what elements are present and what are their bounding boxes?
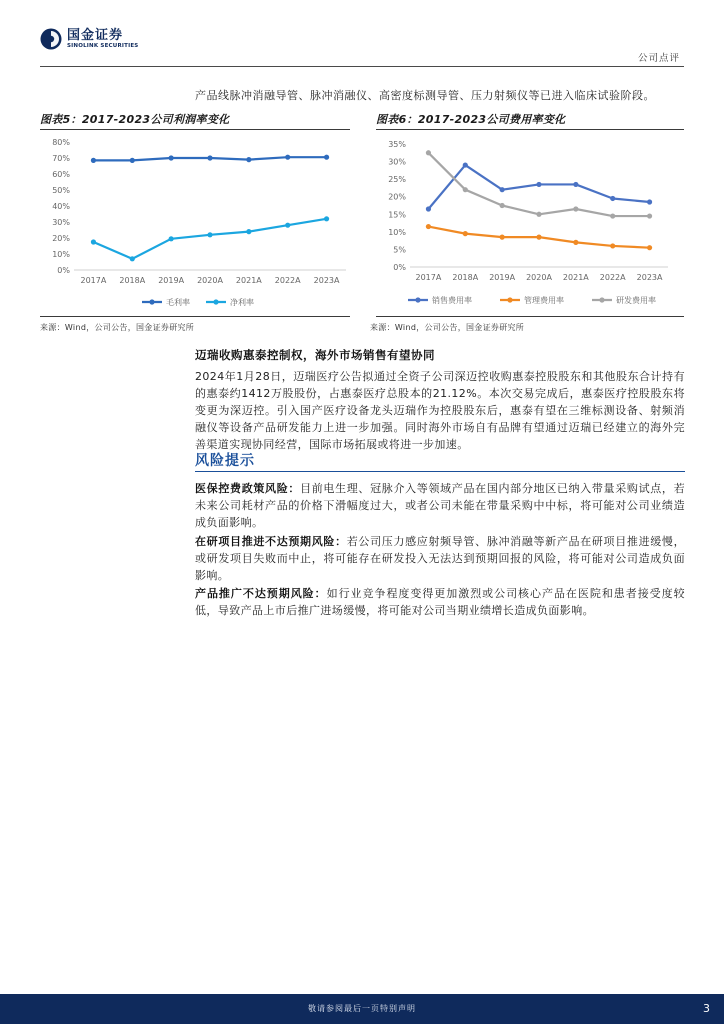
company-logo (40, 28, 138, 50)
data-point (426, 224, 431, 229)
chart6-source: 来源：Wind，公司公告，国金证券研究所 (370, 323, 525, 332)
legend-marker (149, 299, 154, 304)
sinolink-logo-icon (40, 28, 62, 50)
data-point (91, 158, 96, 163)
legend-label: 毛利率 (166, 298, 190, 307)
chart6-source-divider (376, 316, 684, 317)
x-tick-label: 2023A (636, 273, 663, 282)
y-tick-label: 70% (52, 154, 70, 163)
header-divider (40, 66, 684, 67)
data-point (130, 256, 135, 261)
legend-label: 管理费用率 (524, 296, 564, 305)
risk-title-divider (195, 471, 685, 472)
risk-section-title: 风险提示 (195, 453, 255, 469)
chart5-source: 来源：Wind，公司公告，国金证券研究所 (40, 323, 195, 332)
x-tick-label: 2021A (562, 273, 589, 282)
x-tick-label: 2019A (158, 276, 185, 285)
data-point (610, 196, 615, 201)
x-tick-label: 2022A (274, 276, 301, 285)
y-tick-label: 20% (388, 192, 406, 202)
data-point (285, 223, 290, 228)
data-point (610, 213, 615, 218)
data-point (573, 206, 578, 211)
legend-marker (507, 297, 512, 302)
data-point (426, 150, 431, 155)
data-point (647, 213, 652, 218)
y-tick-label: 50% (52, 186, 70, 195)
y-tick-label: 5% (393, 245, 406, 255)
risk-label: 产品推广不达预期风险： (195, 587, 327, 600)
footer-disclaimer: 敬请参阅最后一页特别声明 (308, 1004, 416, 1013)
y-tick-label: 0% (57, 266, 70, 275)
y-tick-label: 30% (52, 218, 70, 227)
x-tick-label: 2020A (197, 276, 223, 285)
x-tick-label: 2018A (452, 273, 479, 282)
legend-label: 研发费用率 (616, 296, 656, 305)
data-point (463, 187, 468, 192)
y-tick-label: 30% (388, 157, 406, 167)
x-tick-label: 2020A (526, 273, 552, 282)
document-type: 公司点评 (637, 53, 680, 64)
chart5-title: 图表5：2017-2023公司利润率变化 (40, 113, 230, 126)
legend-marker (415, 297, 420, 302)
data-point (426, 206, 431, 211)
x-tick-label: 2018A (119, 276, 146, 285)
legend-label: 净利率 (230, 298, 254, 307)
chart6-title: 图表6：2017-2023公司费用率变化 (376, 113, 566, 126)
data-point (647, 245, 652, 250)
company-name-en: SINOLINK SECURITIES (67, 42, 139, 49)
y-tick-label: 60% (52, 170, 70, 179)
data-point (500, 187, 505, 192)
series-line-2 (93, 219, 326, 259)
risk-item-rnd (195, 533, 685, 584)
data-point (500, 235, 505, 240)
y-tick-label: 10% (52, 250, 70, 259)
x-tick-label: 2017A (415, 273, 442, 282)
data-point (500, 203, 505, 208)
y-tick-label: 25% (388, 175, 406, 185)
section-body: 2024年1月28日，迈瑞医疗公告拟通过全资子公司深迈控收购惠泰控股股东和其他股东合计持有的惠泰约1412万股股份，占惠泰医疗总股本的21.12%。本次交易完成后，惠泰医疗控股股东将变更为深迈控。引入国产医疗设备龙头迈瑞作为控股股东后，惠泰有望在三维标测设备、射频消融仪等设备产品研发能力上进一步加强。同时海外市场自有品牌有望通过迈瑞已经建立的海外完善渠道实现协同经营，国际市场拓展或将进一步加速。 (195, 370, 685, 451)
data-point (536, 182, 541, 187)
data-point (169, 236, 174, 241)
y-tick-label: 40% (52, 202, 70, 211)
legend-marker (213, 299, 218, 304)
expense-ratio-chart (376, 132, 688, 312)
x-tick-label: 2017A (80, 276, 107, 285)
y-tick-label: 10% (388, 227, 406, 237)
risk-text: 目前电生理、冠脉介入等领域产品在国内部分地区已纳入带量采购试点，若未来公司耗材产品的价格下滑幅度过大，或者公司未能在带量采购中中标，将可能对公司业绩造成负面影响。 (195, 482, 685, 529)
data-point (246, 229, 251, 234)
x-tick-label: 2023A (313, 276, 340, 285)
data-point (246, 157, 251, 162)
legend-marker (599, 297, 604, 302)
risk-label: 在研项目推进不达预期风险： (195, 535, 347, 548)
data-point (463, 162, 468, 167)
data-point (324, 216, 329, 221)
chart5-title-divider (40, 129, 350, 130)
data-point (573, 182, 578, 187)
y-tick-label: 20% (52, 234, 70, 243)
data-point (207, 155, 212, 160)
section-heading: 迈瑞收购惠泰控制权，海外市场销售有望协同 (195, 348, 435, 362)
chart5-source-divider (40, 316, 350, 317)
data-point (610, 243, 615, 248)
data-point (207, 232, 212, 237)
data-point (536, 235, 541, 240)
data-point (536, 212, 541, 217)
data-point (169, 155, 174, 160)
page-number: 3 (703, 1002, 710, 1015)
chart6-title-divider (376, 129, 684, 130)
x-tick-label: 2022A (599, 273, 626, 282)
data-point (647, 199, 652, 204)
x-tick-label: 2021A (235, 276, 262, 285)
data-point (130, 158, 135, 163)
y-tick-label: 35% (388, 140, 406, 149)
risk-item-promotion (195, 585, 685, 619)
y-tick-label: 15% (388, 210, 406, 220)
data-point (463, 231, 468, 236)
intro-text: 产品线脉冲消融导管、脉冲消融仪、高密度标测导管、压力射频仪等已进入临床试验阶段。 (195, 89, 655, 102)
page-header (0, 0, 724, 70)
legend-label: 销售费用率 (432, 296, 472, 305)
y-tick-label: 0% (393, 263, 406, 272)
data-point (324, 155, 329, 160)
company-name-cn: 国金证券 (67, 27, 124, 43)
risk-item-policy (195, 480, 685, 531)
data-point (91, 239, 96, 244)
data-point (573, 240, 578, 245)
risk-label: 医保控费政策风险： (195, 482, 301, 495)
risk-text: 若公司压力感应射频导管、脉冲消融等新产品在研项目推进缓慢，或研发项目失败而中止，将可能存在研发投入无法达到预期回报的风险，将可能对公司造成负面影响。 (195, 535, 685, 582)
risk-text: 如行业竞争程度变得更加激烈或公司核心产品在医院和患者接受度较低，导致产品上市后推广进场缓慢，将可能对公司当期业绩增长造成负面影响。 (195, 587, 686, 617)
page-footer (0, 994, 724, 1024)
x-tick-label: 2019A (489, 273, 516, 282)
profit-margin-chart (40, 132, 352, 312)
data-point (285, 155, 290, 160)
y-tick-label: 80% (52, 138, 70, 147)
